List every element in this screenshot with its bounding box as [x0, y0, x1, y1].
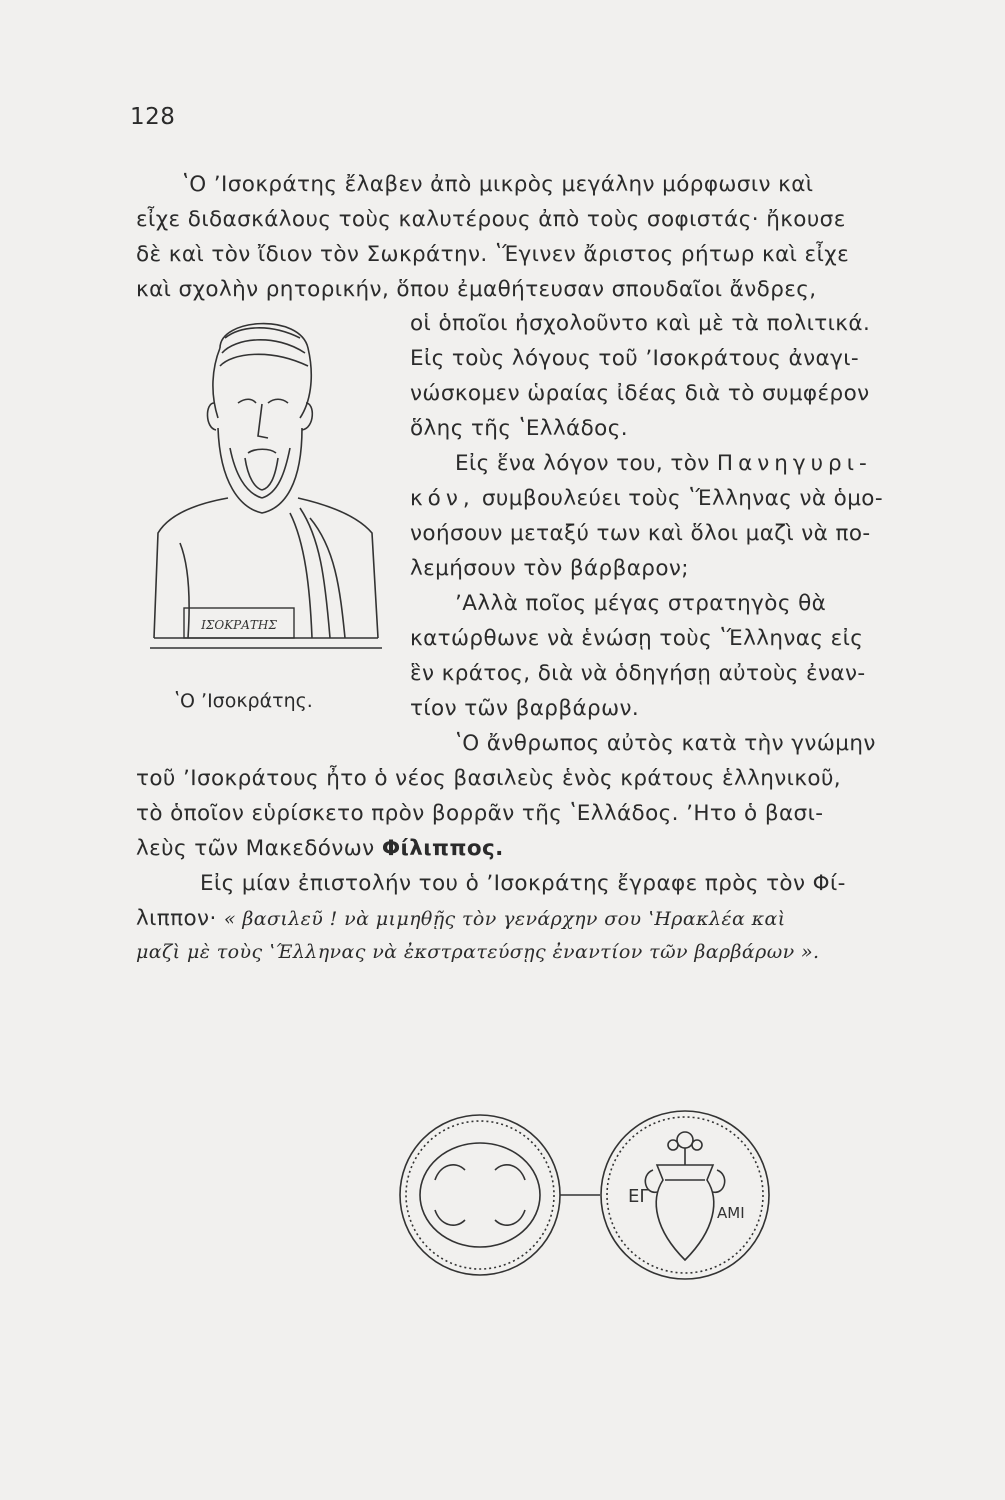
coin-illustration	[395, 1110, 775, 1280]
coin-right-letters: ΑΜΙ	[717, 1204, 745, 1222]
page-number: 128	[130, 104, 176, 130]
text-line: Εἰς τοὺς λόγους τοῦ ʼΙσοκράτους ἀναγι-	[410, 346, 860, 371]
quote-line: μαζὶ μὲ τοὺς ʽΈλληνας νὰ ἐκστρατεύσῃς ἐναντίον τῶν βαρβάρων ».	[136, 941, 820, 963]
text-line: νώσκομεν ὡραίας ἰδέας διὰ τὸ συμφέρον	[410, 381, 870, 406]
text-line: ὅλης τῆς ʽΕλλάδος.	[410, 416, 628, 441]
text-span: Εἰς ἕνα λόγον του, τὸν	[455, 451, 710, 476]
text-line	[136, 906, 786, 931]
text-line: τοῦ ʼΙσοκράτους ἦτο ὁ νέος βασιλεὺς ἑνὸς κράτους ἑλληνικοῦ,	[136, 766, 842, 791]
text-line: καὶ σχολὴν ρητορικήν, ὅπου ἐμαθήτευσαν σπουδαῖοι ἄνδρες,	[136, 277, 817, 302]
text-line: εἶχε διδασκάλους τοὺς καλυτέρους ἀπὸ τοὺς σοφιστάς· ἤκουσε	[136, 207, 846, 232]
text-line	[455, 451, 872, 476]
text-line: λεμήσουν τὸν βάρβαρον;	[410, 556, 689, 581]
emphasis-text: κόν,	[410, 486, 475, 511]
text-line: δὲ καὶ τὸν ἴδιον τὸν Σωκράτην. ʽΈγινεν ἄριστος ρήτωρ καὶ εἶχε	[136, 242, 850, 267]
illustration-caption: ʽΟ ʼΙσοκράτης.	[174, 690, 313, 712]
text-line: ʽΟ ἄνθρωπος αὐτὸς κατὰ τὴν γνώμην	[455, 731, 876, 756]
text-line	[410, 486, 883, 511]
emphasis-text: Πανηγυρι-	[716, 451, 872, 476]
text-line: ʽΟ ʼΙσοκράτης ἔλαβεν ἀπὸ μικρὸς μεγάλην μόρφωσιν καὶ	[182, 172, 814, 197]
text-line: ἓν κράτος, διὰ νὰ ὁδηγήσῃ αὐτοὺς ἐναν-	[410, 661, 866, 686]
text-line: κατώρθωνε νὰ ἑνώσῃ τοὺς ʽΈλληνας εἰς	[410, 626, 864, 651]
quote-text: « βασιλεῦ ! νὰ μιμηθῇς τὸν γενάρχην σου ʽΗρακλέα καὶ	[223, 908, 786, 930]
coin-left-letters: ΕΓ	[628, 1186, 650, 1207]
inscription-text: ΙΣΟΚΡΑΤΗΣ	[201, 618, 277, 632]
text-line: οἱ ὁποῖοι ἠσχολοῦντο καὶ μὲ τὰ πολιτικά.	[410, 311, 871, 336]
bold-name: Φίλιππος.	[381, 836, 504, 861]
text-line: ʼΑλλὰ ποῖος μέγας στρατηγὸς θὰ	[455, 591, 827, 616]
text-span: λιππον·	[136, 906, 217, 931]
text-line	[136, 836, 504, 861]
text-line: τίον τῶν βαρβάρων.	[410, 696, 640, 721]
text-line: νοήσουν μεταξύ των καὶ ὅλοι μαζὶ νὰ πο-	[410, 521, 871, 546]
text-span: λεὺς τῶν Μακεδόνων	[136, 836, 375, 861]
text-line: τὸ ὁποῖον εὑρίσκετο πρὸν βορρᾶν τῆς ʽΕλλάδος. ʼΗτο ὁ βασι-	[136, 801, 824, 826]
text-span: συμβουλεύει τοὺς ʽΈλληνας νὰ ὁμο-	[481, 486, 884, 511]
text-line: Εἰς μίαν ἐπιστολήν του ὁ ʼΙσοκράτης ἔγραφε πρὸς τὸν Φί-	[200, 871, 846, 896]
isocrates-bust-illustration	[150, 308, 382, 658]
